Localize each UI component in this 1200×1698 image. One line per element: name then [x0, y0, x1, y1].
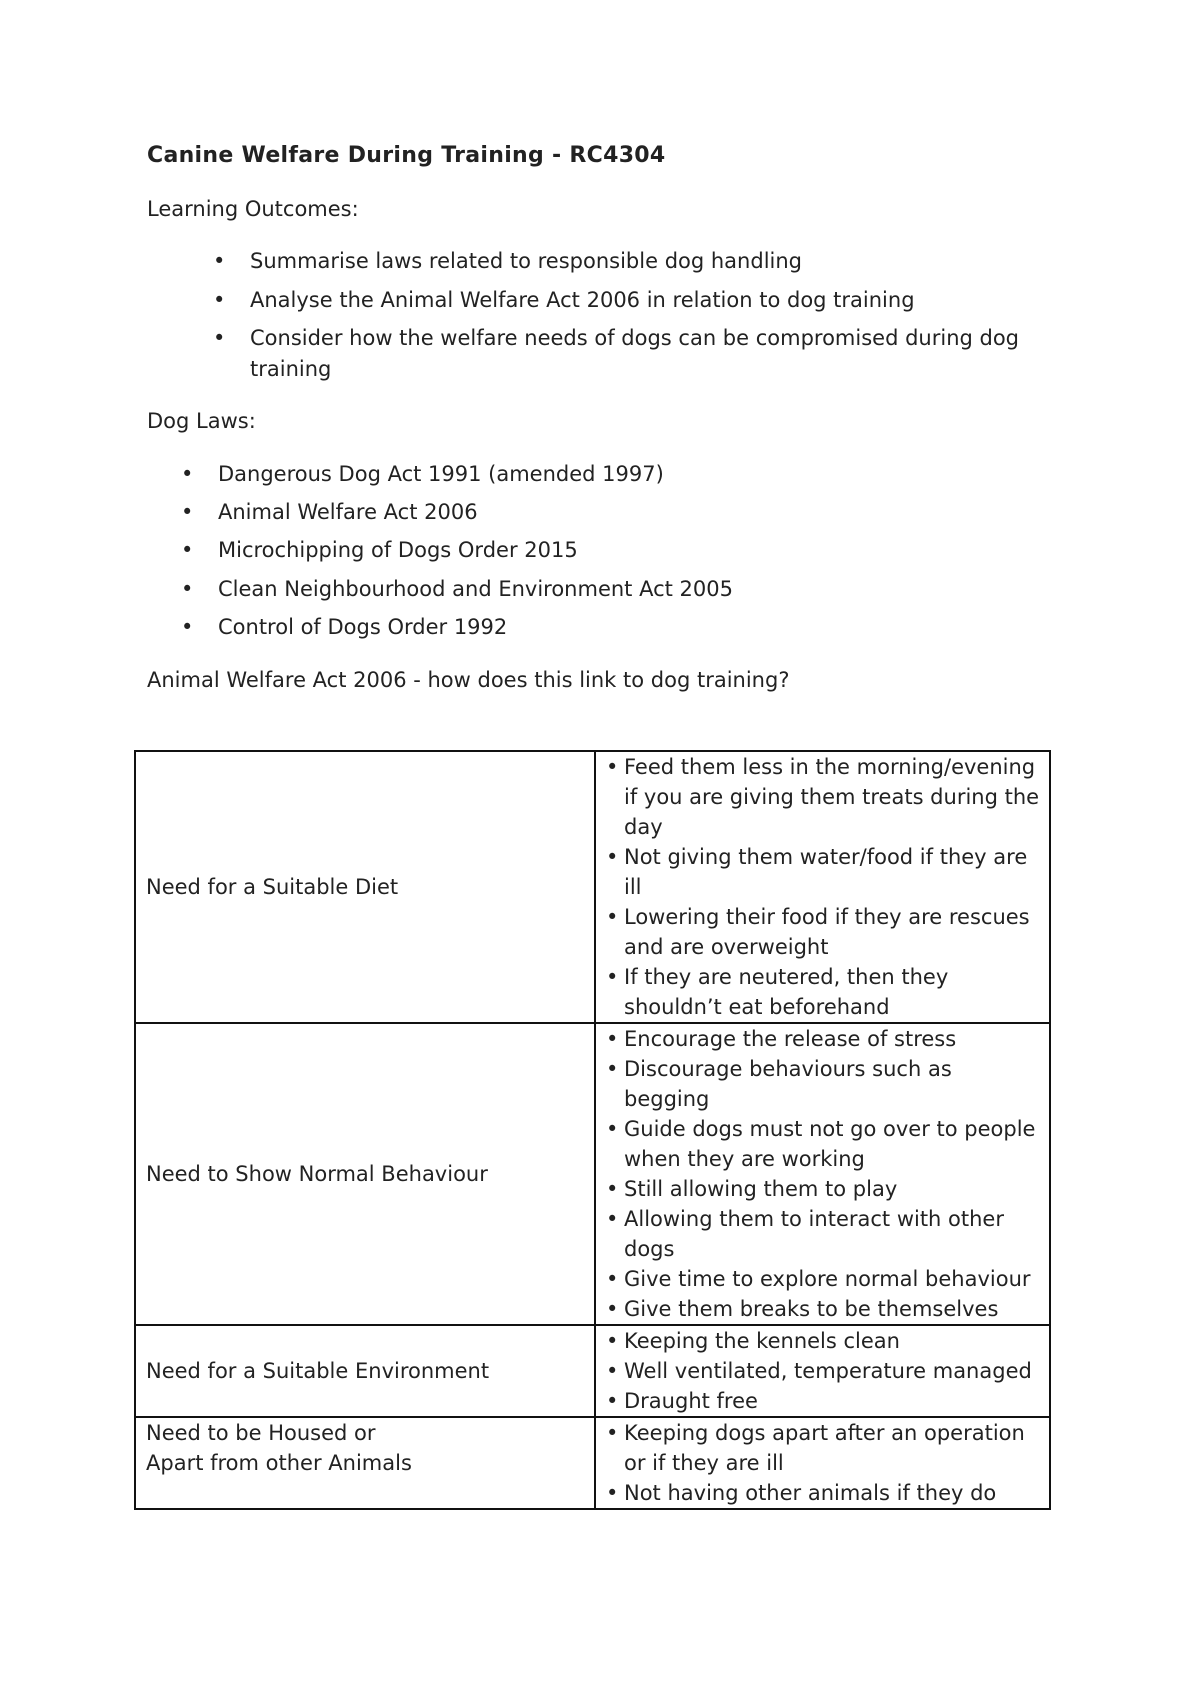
laws-heading: Dog Laws: — [147, 409, 256, 434]
outcomes-heading: Learning Outcomes: — [147, 196, 359, 221]
table-row — [135, 751, 1050, 1023]
points-list — [606, 1418, 1043, 1508]
list-item: • Animal Welfare Act 2006 — [218, 497, 1057, 527]
list-item: • Give time to explore normal behaviour — [624, 1264, 1043, 1294]
list-item: • Keeping the kennels clean — [624, 1326, 1043, 1356]
need-cell — [135, 1417, 595, 1509]
list-item: • Give them breaks to be themselves — [624, 1294, 1043, 1324]
list-item: • Clean Neighbourhood and Environment Act 2005 — [218, 574, 1057, 604]
list-item: • Microchipping of Dogs Order 2015 — [218, 535, 1057, 565]
list-item: • Draught free — [624, 1386, 1043, 1416]
list-item: • Consider how the welfare needs of dogs can be compromised during dog training — [250, 323, 1057, 384]
document-title: Canine Welfare During Training - RC4304 — [147, 143, 666, 168]
need-line: Need to be Housed or — [146, 1421, 376, 1445]
list-item: • Not giving them water/food if they are ill — [624, 842, 1043, 902]
document-page — [147, 140, 1057, 695]
points-cell — [595, 1325, 1050, 1417]
points-cell — [595, 751, 1050, 1023]
list-item: • Control of Dogs Order 1992 — [218, 612, 1057, 642]
points-list — [606, 1326, 1043, 1416]
need-cell: Need for a Suitable Diet — [135, 751, 595, 1023]
points-list — [606, 1024, 1043, 1324]
points-list — [606, 752, 1043, 1022]
list-item: • Lowering their food if they are rescues and are overweight — [624, 902, 1043, 962]
need-line: Apart from other Animals — [146, 1451, 412, 1475]
list-item: • Summarise laws related to responsible dog handling — [250, 246, 1057, 276]
table-row — [135, 1417, 1050, 1509]
list-item: • Dangerous Dog Act 1991 (amended 1997) — [218, 459, 1057, 489]
table-row — [135, 1023, 1050, 1325]
need-cell: Need to Show Normal Behaviour — [135, 1023, 595, 1325]
list-item: • Guide dogs must not go over to people when they are working — [624, 1114, 1043, 1174]
list-item: • Not having other animals if they do — [624, 1478, 1043, 1508]
points-cell — [595, 1023, 1050, 1325]
outcomes-list — [147, 246, 1057, 384]
list-item: • Encourage the release of stress — [624, 1024, 1043, 1054]
list-item: • Well ventilated, temperature managed — [624, 1356, 1043, 1386]
list-item: • Feed them less in the morning/evening if you are giving them treats during the day — [624, 752, 1043, 842]
laws-list — [147, 459, 1057, 643]
welfare-question: Animal Welfare Act 2006 - how does this link to dog training? — [147, 667, 790, 692]
list-item: • Analyse the Animal Welfare Act 2006 in relation to dog training — [250, 285, 1057, 315]
list-item: • Keeping dogs apart after an operation or if they are ill — [624, 1418, 1043, 1478]
welfare-needs-table — [134, 750, 1051, 1510]
list-item: • Discourage behaviours such as begging — [624, 1054, 1043, 1114]
list-item: • Allowing them to interact with other dogs — [624, 1204, 1043, 1264]
list-item: • Still allowing them to play — [624, 1174, 1043, 1204]
points-cell — [595, 1417, 1050, 1509]
table-row — [135, 1325, 1050, 1417]
need-cell: Need for a Suitable Environment — [135, 1325, 595, 1417]
list-item: • If they are neutered, then they shouldn’t eat beforehand — [624, 962, 1043, 1022]
